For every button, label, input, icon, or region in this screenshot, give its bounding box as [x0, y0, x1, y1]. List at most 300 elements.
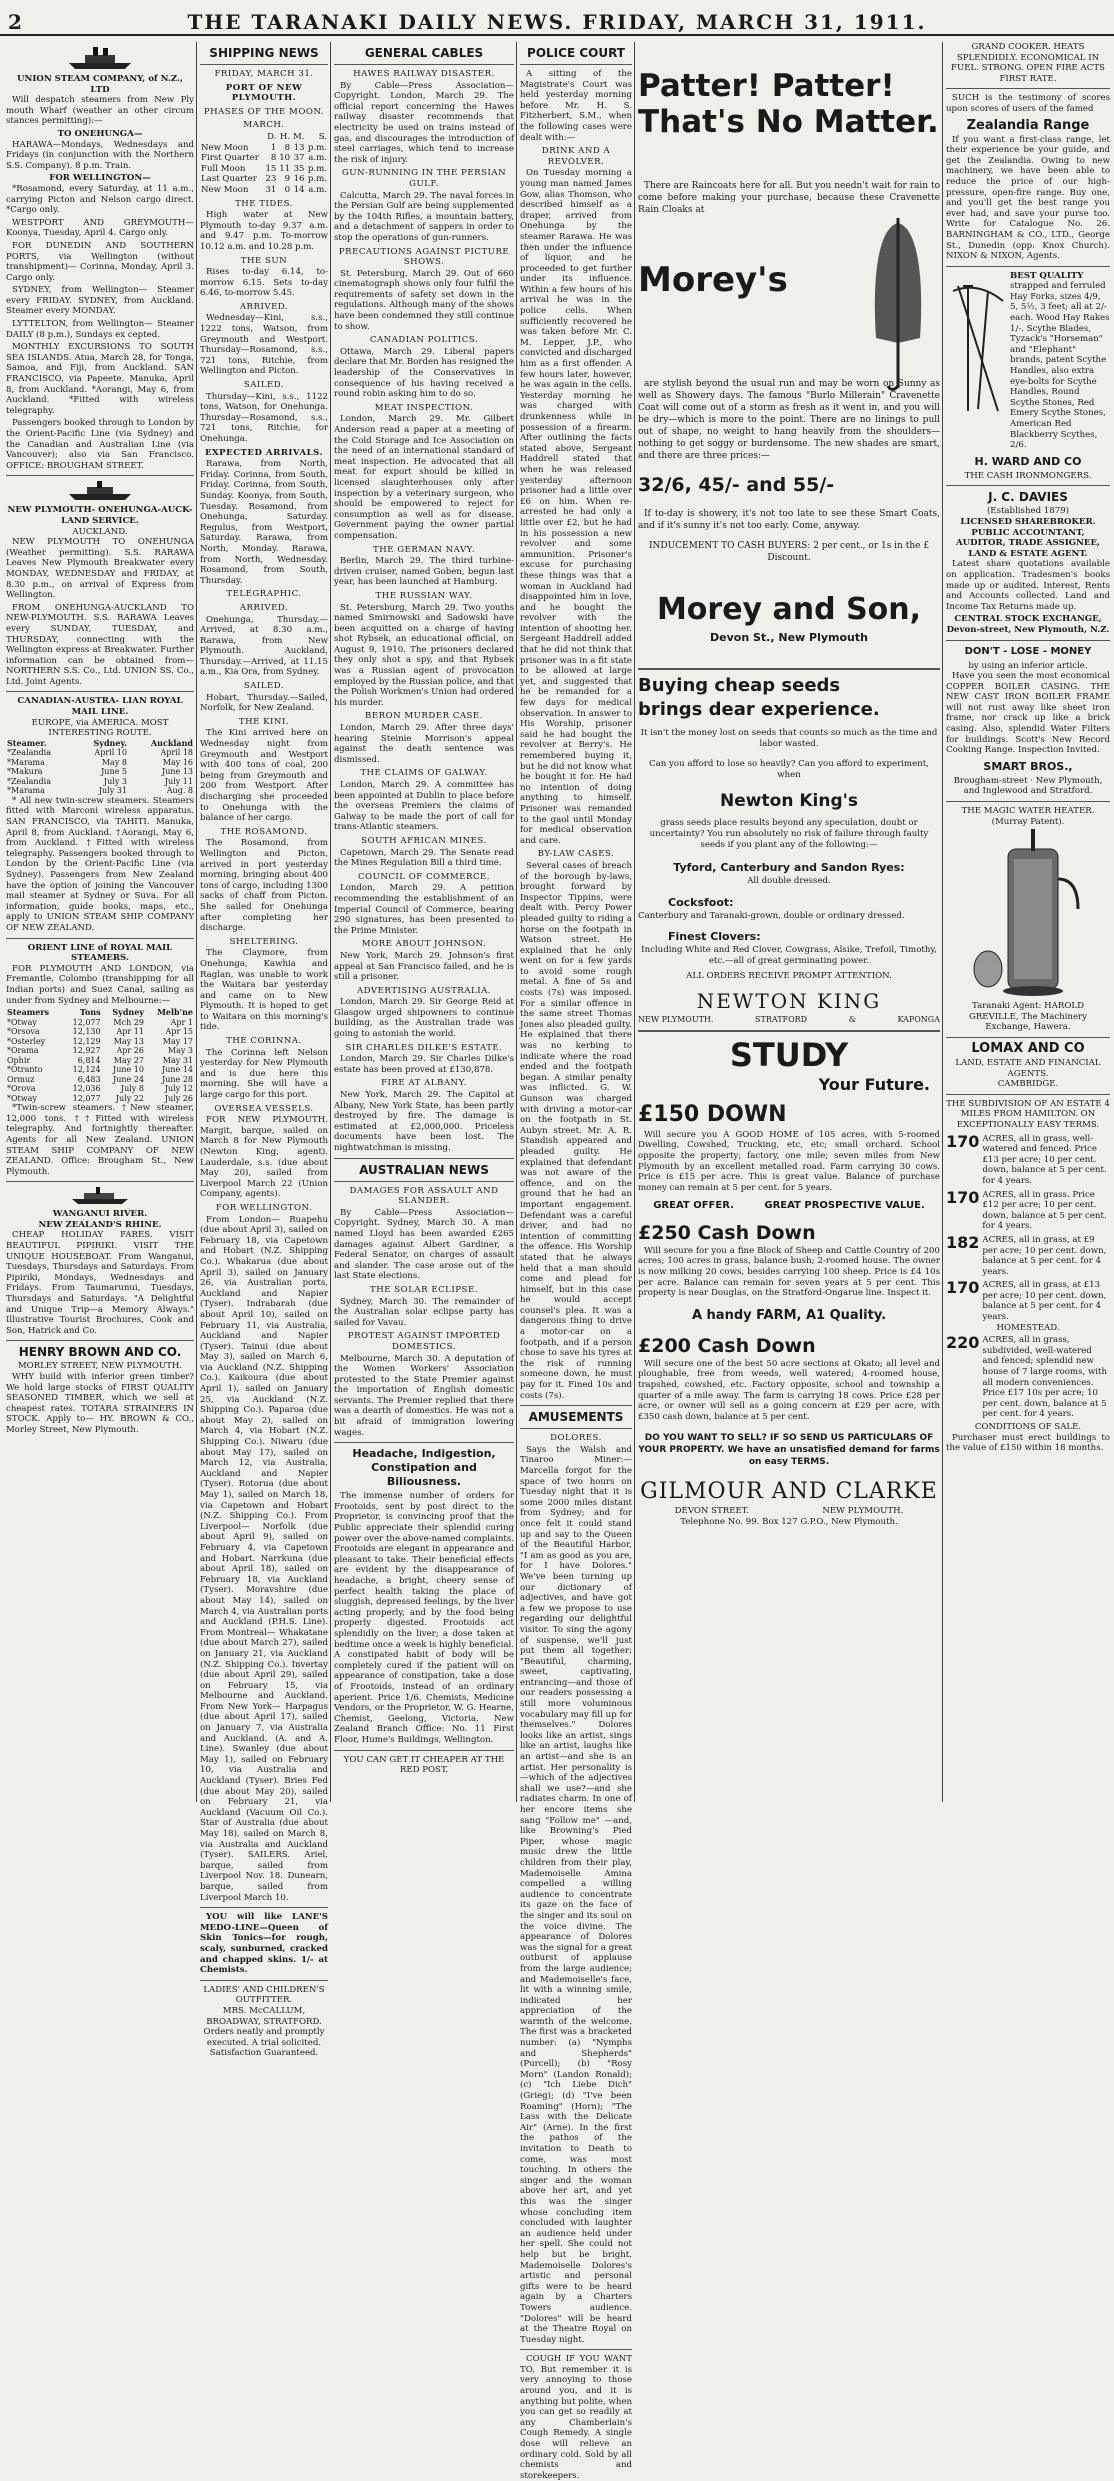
raincoat-text: There are Raincoats here for all. But you needn't wait for rain to come before making your purchase, because these Cravenette Rain Cloaks at — [638, 181, 940, 215]
davies-text: LICENSED SHAREBROKER. PUBLIC ACCOUNTANT, AUDITOR, TRADE ASSIGNEE, LAND & ESTATE AGENT. — [955, 516, 1101, 559]
schedule-row — [6, 786, 194, 796]
buying-headline: Buying cheap seeds — [638, 675, 841, 696]
sailed2-heading: SAILED. — [243, 681, 285, 692]
overseas-text: FOR NEW PLYMOUTH. Margit, barque, sailed on March 8 for New Plymouth (Newton King, agent). Lauderdale, s.s. (due about May 20), sailed from Liverpool March 22 (Union Company, agents). — [200, 1115, 328, 1200]
adv-heading: ADVERTISING AUSTRALIA. — [356, 985, 492, 996]
expected-text: Rarawa, from North, Friday. Corinna, from South, Friday. Corinna, from South, Sunday. Koonya, from South, Tuesday. Rosamond, from Onehunga, Saturday. Regulus, from Westport, Saturday. Rarawa, from North, Monday. Rarawa, from North, Wednesday. Rosamond, from South, Thursday. — [200, 459, 328, 586]
divider — [334, 1442, 514, 1443]
schedule-cell: May 8 — [101, 757, 127, 767]
water-heater-illustration — [968, 829, 1088, 999]
moon-phase-cell: p.m. — [307, 142, 327, 153]
pictures-text: St. Petersburg, March 29. Out of 660 cinematograph shows only four fulfil the requirements of safety set down in the regulations. Although many of the shows have been condemned they still continue to show. — [334, 268, 514, 332]
moreys-text: are stylish beyond the usual run and may be worn on Sunny as well as Showery days. The famous "Burlo Millerain" Cravenette Coat will come out of a storm as fresh as it went in, and you will be dry—which is more to the point. There are no linings to pull out of shape, no weight to hang heavily from the shoulders—nothing to get soggy or burdensome. The new shades are smart, and there are three prices:— — [638, 379, 940, 461]
scythe-and-forks-icon — [948, 281, 1008, 416]
drink-heading: DRINK AND A REVOLVER. — [541, 146, 611, 167]
ladies-heading: LADIES' AND CHILDREN'S OUTFITTER. — [203, 1984, 325, 2006]
galway-text: London, March 29. A committee has been appointed at Dublin to place before the overseas Premiers the claims of Galway to be made the port of call for trans-Atlantic steamers. — [334, 780, 514, 833]
newton-kings-headline: Newton King's — [720, 791, 858, 812]
water-heater-heading: THE MAGIC WATER HEATER. — [961, 806, 1095, 817]
newton-king-towns — [638, 1015, 940, 1026]
expected-heading: EXPECTED ARRIVALS. — [204, 447, 324, 458]
schedule-cell: May 16 — [162, 757, 193, 767]
schedule-cell: July 8 — [120, 1084, 144, 1094]
dear-experience-headline: brings dear experience. — [638, 699, 880, 720]
eclipse-heading: THE SOLAR ECLIPSE. — [370, 1284, 478, 1295]
gilmour-street: DEVON STREET. — [674, 1506, 750, 1517]
coat-prices: 32/6, 45/- and 55/- — [638, 474, 835, 496]
moon-month: MARCH. — [243, 120, 285, 131]
beron-text: London, March 29. After three days' hearing Steinie Morrison's appeal against the death sentence was dismissed. — [334, 723, 514, 765]
red-post-ad: YOU CAN GET IT CHEAPER AT THE RED POST. — [343, 1754, 505, 1776]
ryes-heading: Tyford, Canterbury and Sandon Ryes: — [673, 861, 905, 875]
schedule-cell: April 18 — [160, 748, 193, 758]
tides-heading: THE TIDES. — [235, 198, 293, 209]
umbrella-icon — [868, 218, 928, 393]
grand-cooker-text: GRAND COOKER. HEATS SPLENDIDLY. ECONOMICAL IN FUEL. STRONG. OPEN FIRE ACTS FIRST RATE. — [951, 42, 1105, 84]
divider — [946, 266, 1110, 267]
moon-phase-cell: 11 — [279, 163, 291, 174]
zealandia-headline: Zealandia Range — [966, 117, 1090, 133]
moon-phase-cell: Full Moon — [201, 163, 246, 174]
moon-phase-cell: a.m. — [308, 153, 327, 164]
port-heading: PORT OF NEW PLYMOUTH. — [225, 82, 303, 104]
schedule-cell: Sydney. — [93, 737, 127, 748]
moon-phase-cell: p.m. — [307, 163, 327, 174]
moon-phase-cell: 0 — [284, 184, 291, 195]
no-matter-headline: That's No Matter. — [638, 104, 939, 140]
schedule-cell: June 24 — [113, 1074, 144, 1084]
davies-established: (Established 1879) — [986, 506, 1070, 517]
beron-heading: BERON MURDER CASE. — [365, 711, 483, 722]
islands-text: MONTHLY EXCURSIONS TO SOUTH SEA ISLANDS. Atua, March 28, for Tonga, Samoa, and Fiji, from Auckland. SAN FRANCISCO, via Papeete. Manuka, April 8, from Auckland. *Aorangi, May 6, from Auckland. *Fitted with wireless telegraphy. — [6, 342, 194, 416]
schedule-cell: July 26 — [164, 1093, 193, 1103]
booked-text: Passengers booked through to London by the Orient-Pacific Line (via Sydney) and the Canadian and Australian Line (via Vancouver); also via San Francisco. OFFICE: BROUGHAM STREET. — [6, 418, 194, 471]
schedule-cell: *Otway — [7, 1017, 37, 1027]
gilmour-telephone: Telephone No. 99. Box 127 G.P.O., New Plymouth. — [680, 1517, 898, 1527]
schedule-cell: July 22 — [115, 1093, 144, 1103]
ladies-text: MRS. McCALLUM, BROADWAY, STRATFORD. Orders neatly and promptly executed. A trial solicited. Satisfaction Guaranteed. — [203, 2005, 325, 2059]
police-court-heading: POLICE COURT — [527, 46, 625, 60]
moon-phase-cell: 8 — [270, 153, 277, 164]
lot-description: ACRES, all in grass. Price £12 per acre; 10 per cent. down, balance at 5 per cent. for 4 years. — [982, 1189, 1107, 1232]
sailed-text: Thursday—Kini, s.s., 1122 tons, Watson, for Onehunga. Thursday—Rosamond, s.s., 721 tons, Ritchie, for Onehunga. — [200, 391, 328, 444]
orient-text: FOR PLYMOUTH AND LONDON, via Fremantle, Colombo (transhipping for all Indian ports) and Suez Canal, sailing as under from Sydney and Melbourne:— — [6, 963, 194, 1006]
moon-phase-cell: 15 — [265, 163, 277, 174]
moon-phase-cell: 8 — [284, 142, 291, 153]
schedule-cell: *Orova — [7, 1084, 36, 1094]
divider — [6, 1340, 194, 1341]
column-rule — [942, 42, 943, 1802]
schedule-cell: *Zealandia — [7, 748, 51, 758]
schedule-cell: July 11 — [164, 776, 193, 786]
arrived-heading: ARRIVED. — [239, 301, 289, 312]
great-offer: GREAT OFFER. — [653, 1200, 734, 1212]
seeds-text: It isn't the money lost on seeds that counts so much as the time and labor wasted. — [640, 728, 938, 749]
arrived2-heading: ARRIVED. — [239, 602, 289, 613]
schedule-cell: May 27 — [113, 1055, 144, 1065]
albany-heading: FIRE AT ALBANY. — [381, 1078, 467, 1089]
steamship-icon — [65, 45, 135, 71]
town-new-plymouth: NEW PLYMOUTH. — [638, 1015, 714, 1025]
schedule-row — [6, 777, 194, 787]
pictures-heading: PRECAUTIONS AGAINST PICTURE SHOWS. — [338, 246, 510, 268]
schedule-row — [6, 767, 194, 777]
cocksfoot-heading: Cocksfoot: — [668, 895, 734, 909]
newspaper-title: THE TARANAKI DAILY NEWS. FRIDAY, MARCH 31, 1911. — [187, 10, 927, 34]
drink-text: On Tuesday morning a young man named James Gow, alias Thomson, who described himself as a draper, arrived from Onehunga by the steamer Rarawa. He was then under the influence of liquor, and he proceeded to get further under its influence. Within a few hours of his arrival he was in the police cells. When sufficiently recovered he was taken before Mr. C. M. Lepper, J.P., who convicted and discharged him as a first offender. A few hours later, however, he was again in the cells. Yesterday morning he was charged with drunkenness while in possession of a firearm. After outlining the facts stated above, Sergeant Haddrell stated that when he was released yesterday afternoon prisoner had a little over £6 on him. When re-arrested he had only a little over £2, but he had in his possession a new revolver and some ammunition. Prisoner's excuse for purchasing these things was that a woman in Auckland had disappointed him in love, and he bought the revolver with the intention of shooting her. Sergeant Haddrell added that he did not think that prisoner was in a fit state to be allowed at large yet, and suggested that he be remanded for a few days for medical observation. In answer to His Worship, prisoner said he had bought the revolver at Berry's. He remembered buying it, but he did not know what he bought it for. He had no intention of doing anything to himself. Prisoner was remanded to the gaol until Monday for medical observation and care. — [520, 168, 632, 846]
telegraphic-heading: TELEGRAPHIC. — [226, 589, 302, 600]
sailed-heading: SAILED. — [243, 380, 285, 391]
schedule-cell: Mch 29 — [113, 1017, 144, 1027]
lot-acres: 182 — [946, 1232, 980, 1252]
moon-phase-row — [200, 153, 328, 164]
divider — [946, 1037, 1110, 1038]
nzs-text: NEW PLYMOUTH TO ONEHUNGA (Weather permitting). S.S. RARAWA Leaves New Plymouth Breakwater every MONDAY, WEDNESDAY and FRIDAY, at 8.30 p.m., on arrival of Express from Wellington. — [6, 537, 194, 601]
rosamond-text: The Rosamond, from Wellington and Picton, arrived in port yesterday morning, bringing about 400 tons of cargo, including 1300 sacks of chaff from Picton. She sailed for Onehunga after completing her discharge. — [200, 838, 328, 934]
schedule-cell: 12,130 — [72, 1027, 101, 1037]
dont-lose-money-sub: by using an inferior article. — [968, 660, 1088, 671]
australian-news-heading: AUSTRALIAN NEWS — [359, 1162, 489, 1177]
rhine-text: CHEAP HOLIDAY FARES. VISIT BEAUTIFUL PIPIRIKI. VISIT THE UNIQUE HOUSEBOAT. From Wanganui, Tuesdays, Thursdays and Saturdays. From Pipiriki, Mondays, Wednesdays and Fridays. From Taumarunui, Tuesdays, Thursdays and Saturdays. "A Delightful and Unique Trip—a Memory Always." Illustrative Tourist Brochures, Cook and Son, Hatrick and Co. — [6, 1230, 194, 1336]
nzs-text-2: FROM ONEHUNGA-AUCKLAND TO NEW-PLYMOUTH. S.S. RARAWA Leaves every SUNDAY, TUESDAY, and THURSDAY, connecting with the Wellington express at Breakwater. Further information can be obtained from— NORTHERN S.S. Co., Ltd. UNION SS. Co., Ltd. Joint Agents. — [6, 602, 194, 687]
divider — [520, 1405, 632, 1406]
ward-headline: H. WARD AND CO — [974, 454, 1082, 468]
rosamond-heading: THE ROSAMOND. — [220, 826, 308, 837]
schedule-cell: *Osterley — [7, 1036, 46, 1046]
lot-acres: 170 — [946, 1278, 980, 1298]
down150-text: Will secure you A GOOD HOME of 105 acres, with 5-roomed Dwelling, Cowshed, Trucking, etc, etc; small orchard. School opposite the property; factory, one mile; seven miles from New Plymouth by an excellent metalled road. Farm carrying 30 cows. Price is £15 per acre. This is great value. Balance of purchase money can remain at 5 per cent. for 5 years. — [638, 1129, 940, 1193]
schedule-row — [6, 1037, 194, 1047]
schedule-cell: 12,077 — [72, 1017, 101, 1027]
assault-heading: DAMAGES FOR ASSAULT AND SLANDER. — [349, 1185, 499, 1207]
schedule-cell: 12,927 — [72, 1046, 101, 1056]
sheltering-heading: SHELTERING. — [229, 936, 299, 947]
commerce-text: London, March 29. A petition recommending the establishment of an Imperial Council of Commerce, bearing 290 signatures, has been presented to the Prime Minister. — [334, 883, 514, 936]
schedule-cell: May 3 — [167, 1046, 193, 1056]
davies-text-2: Latest share quotations available on application. Tradesmen's books made up or audited. Interest, Rents and Accounts collected. Land and Income Tax Returns made up. — [946, 559, 1110, 612]
schedule-row — [6, 758, 194, 768]
divider — [946, 485, 1110, 486]
moon-phase-cell: 13 — [293, 142, 305, 153]
tides-text: High water at New Plymouth to-day 9.37 a.m. and 9.47 p.m. To-morrow 10.12 a.m. and 10.28 p.m. — [200, 210, 328, 252]
schedule-cell: Steamer. — [7, 737, 47, 748]
moon-phase-cell: 35 — [293, 163, 305, 174]
schedule-cell: Ormuz — [7, 1074, 35, 1084]
schedule-header-row — [6, 1008, 194, 1018]
column-shipping-news — [200, 42, 328, 2059]
schedule-cell: Steamers — [7, 1007, 50, 1018]
schedule-cell: June 5 — [101, 767, 127, 777]
frootoids-text: The immense number of orders for Frootoids, sent by post direct to the Proprietor, is convincing proof that the Public appreciate their splendid curing power over the above-named complaints. Frootoids are elegant in appearance and pleasant to take. Their beneficial effects are evident by the disappearance of headache, a bright, cheery sense of perfect health taking the place of sluggish, depressed feelings, by the liver acting properly, and by the food being properly digested. Frootoids act splendidly on the liver; a dose taken at bedtime once a week is highly beneficial. A constipated habit of body will be completely cured if the patient will on appearance of constipation, take a dose of Frootoids, instead of an ordinary aperient. Price 1/6. Chemists, Medicine Vendors, or the Proprietor, W. G. Hearne, Chemist, Geelong, Victoria. New Zealand Branch Office: No. 11 First Floor, Hume's Buildings, Wellington. — [334, 1491, 514, 1745]
moon-phase-table — [200, 132, 328, 196]
dilke-heading: SIR CHARLES DILKE'S ESTATE. — [345, 1042, 503, 1053]
ward-sub: THE CASH IRONMONGERS. — [964, 470, 1092, 481]
hawes-heading: HAWES RAILWAY DISASTER. — [353, 69, 495, 79]
canadian-politics-text: Ottawa, March 29. Liberal papers declare that Mr. Borden has resigned the leadership of the Conservatives in consequence of his having received a round robin asking him to do so. — [334, 346, 514, 400]
canadian-heading: CANADIAN-AUSTRA- LIAN ROYAL MAIL LINE. — [17, 696, 183, 718]
divider — [334, 1181, 514, 1182]
schedule-header-row — [6, 739, 194, 749]
bylaw-text: Several cases of breach of the borough by-laws, brought forward by Inspector Tippins, were dealt with. Percy Power pleaded guilty to riding a horse on the footpath in Watson street. He explained that he only went on for a few yards to avoid some rough metal. A fine of 5s and costs (7s) was imposed. For a similar offence in the same street Thomas Jones also pleaded guilty. He explained that there was no kerbing to indicate where the road ended and the footpath began. A similar penalty was inflicted. G. W. Gunson was charged with driving a motor-car on the footpath in St. Aubyn street. Mr. A. R. Standish appeared and pleaded guilty. He explained that defendant was not aware of the offence, and on the ground that he had an important engagement. Defendant was a careful driver, and had no intention of committing the offence. His Worship stated that he always held that a man should come and plead for himself, but in this case he would accept counsel's plea. It was a dangerous thing to drive a motor-car on a footpath, and if a person chose to save his tyres at the risk of running someone down, he must pay for it. Fined 10s and costs (7s). — [520, 860, 632, 1401]
moon-phase-row — [200, 185, 328, 196]
henry-address: MORLEY STREET, NEW PLYMOUTH. — [17, 1361, 183, 1372]
conditions-text: Purchaser must erect buildings to the value of £150 within 18 months. — [946, 1432, 1110, 1454]
russian-heading: THE RUSSIAN WAY. — [375, 590, 473, 601]
schedule-cell: June 13 — [162, 767, 193, 777]
patter-headline: Patter! Patter! — [638, 68, 895, 104]
moon-phase-cell: Last Quarter — [201, 174, 257, 185]
kini-heading: THE KINI. — [238, 716, 290, 727]
schedule-cell: *Marama — [7, 757, 45, 767]
arrived-text: Wednesday—Kini, s.s., 1222 tons, Watson, from Greymouth and Westport. Thursday—Rosamond, s.s., 721 tons, Ritchie, from Wellington and Picton. — [200, 313, 328, 377]
schedule-cell: 6,814 — [77, 1055, 101, 1065]
davies-address: CENTRAL STOCK EXCHANGE, Devon-street, New Plymouth, N.Z. — [946, 614, 1110, 635]
divider — [200, 1980, 328, 1981]
moon-phase-cell: 9 — [284, 174, 291, 185]
lomax-lot — [946, 1280, 1110, 1322]
homestead-heading: HOMESTEAD. — [996, 1322, 1060, 1333]
galway-heading: THE CLAIMS OF GALWAY. — [360, 768, 488, 779]
schedule-row — [6, 1018, 194, 1028]
schedule-cell: 12,036 — [72, 1084, 101, 1094]
sheltering-text: The Claymore, from Onehunga, Kawhia and Raglan, was unable to work the Waitara bar yesterday and came on to New Plymouth. It is hoped to get to Waitara on this morning's tide. — [200, 948, 328, 1033]
gilmour-town: NEW PLYMOUTH. — [822, 1506, 904, 1517]
divider — [6, 1181, 194, 1182]
moon-phase-cell: New Moon — [201, 184, 249, 195]
moon-phase-row — [200, 143, 328, 154]
conditions-heading: CONDITIONS OF SALE. — [974, 1422, 1082, 1432]
onehunga-text: HARAWA—Mondays, Wednesdays and Fridays (in conjunction with the Northern S.S. Company). 8 p.m. Train. — [6, 139, 194, 171]
moon-phase-cell: 14 — [293, 184, 305, 195]
schedule-cell: 12,129 — [72, 1036, 101, 1046]
meat-text: London, March 29. Mr. Gilbert Anderson read a paper at a meeting of the Cold Storage and Ice Association on the need of an international standard of meat inspection. He advocated that all meat for export should be killed in licensed slaughterhouses only after inspection by a veterinary surgeon, who should be empowered to reject for consumption as well as for disease. Government paying the owner partial compensation. — [334, 414, 514, 541]
schedule-row — [6, 1094, 194, 1104]
divider — [6, 691, 194, 692]
lot-acres: 170 — [946, 1187, 980, 1207]
gilmour-address-row — [638, 1506, 940, 1517]
divider — [334, 1750, 514, 1751]
davies-headline: J. C. DAVIES — [988, 490, 1068, 505]
assault-text: By Cable—Press Association—Copyright. Sydney, March 30. A man named Lloyd has been awarded £265 damages against Albert Gardiner, a Federal Senator, on charges of assault and slander. The case arose out of the last State elections. — [334, 1207, 514, 1282]
moon-phase-row — [200, 174, 328, 185]
lane-ad: YOU will like LANE'S MEDO-LINE—Queen of Skin Tonics—for rough, scaly, sunburned, cracked and chapped skins. 1/- at Chemists. — [200, 1912, 328, 1976]
canadian-politics-heading: CANADIAN POLITICS. — [369, 335, 479, 346]
arrived2-text: Onehunga, Thursday.—Arrived, at 8.30 a.m., Rarawa, from New Plymouth. Auckland, Thursday.—Arrived, at 11.15 a.m., Kia Ora, from Sydney. — [200, 614, 328, 678]
schedule-cell: Auckland — [150, 737, 193, 748]
schedule-cell: May 17 — [162, 1036, 193, 1046]
ryes-sub: All double dressed. — [747, 876, 831, 887]
commerce-heading: COUNCIL OF COMMERCE. — [357, 871, 491, 882]
schedule-cell: June 10 — [113, 1065, 144, 1075]
johnson-heading: MORE ABOUT JOHNSON. — [361, 939, 487, 950]
schedule-cell: Apr 15 — [165, 1027, 193, 1037]
moon-phase-cell: New Moon — [201, 142, 249, 153]
wanganui-heading: WANGANUI RIVER. — [52, 1209, 148, 1220]
wellington-vessels-text: From London— Ruapehu (due about April 3), sailed on February 18, via Capetown and Hobart (N.Z. Shipping Co.). Whakarua (due about April 3), sailed on January 26, via Australian ports, Auckland and Napier (Tyser). Indrabarah (due about April 10), sailed on February 11, via Australia, Auckland and Napier (Tyser). Tainui (due about May 3), sailed on March 6, via Auckland (N.Z. Shipping Co.). Kaikoura (due about April 1), sailed on January 25, via Auckland (N.Z. Shipping Co.). Paparoa (due about May 2), sailed on March 4, via Hobart (N.Z. Shipping Co.). Niwaru (due about May 17), sailed on March 12, via Australia, Auckland and Napier (Tyser). Rotorua (due about May 1), sailed on March 18, via Capetown and Hobart (N.Z. Shipping Co.). From Liverpool— Norfolk (due about April 9), sailed on February 4, via Capetown and Hobart. Narrkuna (due about April 18), sailed on February 18, via Auckland (Tyser). Moravshire (due about May 14), sailed on March 4, via Australian ports and Auckland (P.H.S. Line). From Montreal— Whakatane (due about March 27), sailed on January 21, via Auckland (N.Z. Shipping Co.). Invertay (due about April 29), sailed on February 15, via Melbourne and Auckland. From New York— Harpagus (due about April 17), sailed on January 7, via Australia and Auckland. (A. and A. Line). Swanley (due about May 1), sailed on February 10, via Australia and Auckland (Tyser). Bries Fed (due about May 20), sailed on February 21, via Auckland (Vacuum Oil Co.). Star of Australia (due about May 18), sailed on March 8, via Australia and Auckland (Tyser). SAILERS. Ariel, barque, sailed from Liverpool Nov. 18. Dunearn, barque, sailed from Liverpool March 10. — [200, 1214, 328, 1903]
afford-text: Can you afford to lose so heavily? Can you afford to experiment, when — [649, 759, 929, 780]
divider — [334, 64, 514, 65]
sailed2-text: Hobart, Thursday.—Sailed, Norfolk, for New Zealand. — [200, 692, 328, 714]
bylaw-heading: BY-LAW CASES. — [537, 849, 615, 860]
russian-text: St. Petersburg, March 29. Two youths named Smirnowski and Sadowski have been acquitted on a charge of having shot Rybsek, an educational official, on August 9, 1910. The prisoners declared they only shot a spy, and that Rybsek was a Russian agent of provocation employed by the Russian police, and that the Polish Workmen's Union had ordered his murder. — [334, 602, 514, 708]
sa-text: Capetown, March 29. The Senate read the Mines Regulation Bill a third time. — [334, 847, 514, 869]
frootoids-heading: Headache, Indigestion, Constipation and Biliousness. — [352, 1447, 496, 1489]
moon-phase-cell: 31 — [265, 184, 277, 195]
lot-220 — [946, 1335, 1110, 1420]
moon-phase-cell: First Quarter — [201, 153, 259, 164]
schedule-cell: 12,124 — [72, 1065, 101, 1075]
corinna-text: The Corinna left Nelson yesterday for New Plymouth and is due here this morning. She will have a large cargo for this port. — [200, 1047, 328, 1101]
schedule-cell: Aug. 8 — [166, 786, 193, 796]
lot-acres: 170 — [946, 1131, 980, 1151]
moon-phase-cell: 23 — [265, 174, 277, 185]
town-ampersand: & — [848, 1015, 856, 1025]
steamship-icon — [65, 480, 135, 502]
lomax-sub: LAND, ESTATE AND FINANCIAL AGENTS. — [955, 1058, 1101, 1079]
sun-heading: THE SUN — [240, 255, 288, 266]
schedule-row — [6, 1046, 194, 1056]
moon-column-header: M. — [292, 131, 305, 142]
domestics-heading: PROTEST AGAINST IMPORTED DOMESTICS. — [347, 1331, 501, 1352]
schedule-cell: May 31 — [162, 1055, 193, 1065]
schedule-cell: July 31 — [98, 786, 127, 796]
newton-text: grass seeds place results beyond any speculation, doubt or uncertainty? You run absolutely no risk of failure through faulty seeds if you plant any of the following:— — [649, 818, 929, 850]
column-rule — [516, 42, 517, 1802]
meat-heading: MEAT INSPECTION. — [374, 402, 474, 413]
column-rule — [634, 42, 635, 1802]
canadian-note: * All new twin-screw steamers. Steamers fitted with Marconi wireless apparatus. SAN FRANCISCO, via TAHITI. Manuka, April 8, from Auckland. †Aorangi, May 6, from Auckland. †Fitted with wireless telegraphy. Passengers booked through to London by the Orient-Pacific Line (via Sydney). Passengers from New Zealand have the option of joining the Vancouver mail steamer at Sydney or Suva. For all information, guide books, maps, etc., apply to UNION STEAM SHIP COMPANY OF NEW ZEALAND. — [6, 795, 194, 933]
lomax-lot — [946, 1232, 1110, 1277]
schedule-cell: *Makura — [7, 767, 43, 777]
handy-farm-headline: A handy FARM, A1 Quality. — [691, 1307, 887, 1323]
lomax-lot-list — [946, 1131, 1110, 1323]
divider — [946, 801, 1110, 802]
lot-description: ACRES, all in grass, well-watered and fenced. Price £13 per acre; 10 per cent. down, balance at 5 per cent. for 4 years. — [982, 1133, 1107, 1186]
kini-text: The Kini arrived here on Wednesday night from Greymouth and Westport with 400 tons of coal, 200 being from Greymouth and 200 from Westport. After discharging she proceeded to Onehunga with the balance of her cargo. — [200, 728, 328, 824]
nzs-heading: NEW PLYMOUTH- ONEHUNGA-AUCK- LAND SERVICE. — [7, 505, 193, 526]
smart-address: Brougham-street · New Plymouth, and Inglewood and Stratford. — [953, 775, 1103, 797]
gilmour-headline: GILMOUR AND CLARKE — [640, 1479, 938, 1505]
schedule-row — [6, 1065, 194, 1075]
divider — [200, 64, 328, 65]
clovers-sub: Including White and Red Clover, Cowgrass, Alsike, Trefoil, Timothy, etc.—all of great germinating power. — [641, 945, 937, 966]
divider — [520, 64, 632, 65]
schedule-cell: 6,483 — [77, 1074, 101, 1084]
schedule-row — [6, 1084, 194, 1094]
such-text: SUCH is the testimony of scores upon scores of users of the famed — [946, 93, 1110, 114]
clovers-heading: Finest Clovers: — [668, 930, 761, 944]
lyttelton-text: LYTTELTON, from Wellington— Steamer DAILY (8 p.m.), Sundays ex cepted. — [6, 319, 194, 340]
navy-text: Berlin, March 29. The third turbine-driven cruiser, named Goben, begun last year, has been launched at Hamburg. — [334, 556, 514, 588]
lot-description: ACRES, all in grass, at £9 per acre; 10 per cent. down, balance at 5 per cent. for 4 years. — [982, 1234, 1107, 1277]
divider — [946, 640, 1110, 641]
column-rule — [330, 42, 331, 1802]
column-police-court — [520, 42, 632, 2481]
heater-agent: Taranaki Agent: HAROLD GREVILLE, The Machinery Exchange, Hawera. — [968, 1001, 1088, 1033]
moon-column-header: H. — [279, 131, 291, 142]
sydney-text: SYDNEY, from Wellington— Steamer every FRIDAY. SYDNEY, from Auckland. Steamer every MONDAY. — [6, 285, 194, 317]
down250-headline: £250 Cash Down — [638, 1221, 816, 1244]
schedule-cell: *Otranto — [7, 1065, 43, 1075]
down200-headline: £200 Cash Down — [638, 1334, 816, 1357]
henry-text: WHY build with inferior green timber? We hold large stocks of FIRST QUALITY SEASONED TIMBER, which we sell at cheapest rates. TOTARA STRAINERS IN STOCK. Apply to— HY. BROWN & CO., Morley Street, New Plymouth. — [6, 1372, 194, 1435]
lomax-headline: LOMAX AND CO — [971, 1041, 1085, 1056]
cough-ad: COUGH IF YOU WANT TO. But remember it is very annoying to those around you, and it is anything but polite, when you can get so readily at any Chamberlain's Cough Remedy. A single dose will relieve an ordinary cold. Sold by all chemists and storekeepers. — [520, 2354, 632, 2481]
divider — [520, 1428, 632, 1429]
schedule-cell: 12,077 — [72, 1093, 101, 1103]
down250-text: Will secure for you a fine Block of Sheep and Cattle Country of 200 acres; 100 acres in grass, balance bush; 2-roomed house. The owner is now milking 20 cows, besides carrying 100 sheep. Price is £4 10s per acre. Balance can remain for seven years at 5 per cent. This property is near Douglas, on the Stratford-Ongarue line. Inspect it. — [638, 1245, 940, 1299]
overseas-heading: OVERSEA VESSELS. — [214, 1103, 314, 1114]
lot-220-text: ACRES, all in grass, subdivided, well-watered and fenced; splendid new house of 7 large rooms, with all modern conveniences. Price £17 10s per acre; 10 per cent. down, balance at 5 per cent. for 4 years. — [982, 1335, 1108, 1420]
schedule-cell: Apr 1 — [170, 1017, 193, 1027]
dolores-text: Says the Walsh and Tinaroo Miner:—Marcella forgot for the space of two hours on Tuesday night that it is some 2000 miles distant from Sydney; and for once felt it could stand up and say to the Queen of the Beautiful Harbor, "I am as good as you are, for I have Dolores." We've been turning up our dictionary of adjectives, and have got a few we propose to use regarding our delightful visitor. To sing the agony of suspense, we'll just put them all together: "Beautiful, charming, sweet, captivating, entrancing—and those of our readers possessing a still more voluminous vocabulary may fill up for themselves." Dolores looks like an artist, sings like an artist, laughs like an artist—and she is an artist. Her personality is—which of the adjectives shall we use?—and she radiates charm. In one of her encore items she sang "Follow me" —and, like Browning's Pied Piper, whose magic music drew the little children from their play, Mademoiselle Amina compelled a willing audience to concentrate its gaze on the face of the singer and its soul on the voice divine. The appearance of Dolores was the signal for a great outburst of applause from the large audience; and Mademoiselle's face, lit with a winning smile, indicated her appreciation of the warmth of the welcome. The first was a bracketed number: (a) "Nymphs and Shepherds" (Purcell); (b) "Rosy Morn" (Landon Ronald); (c) "Ich Liebe Dich" (Grieg); (d) "I've been Roaming" (Horn); "The Lass with the Delicate Air" (Arne). In the first the pathos of the invitation to Death to come, was most touching. In others the singer and the woman above her art, and yet this was the singer whose concluding item concluded with laughter an audience held under her spell. She could not help but be bright. Mademoiselle Dolores's artistic and personal gifts were to be heard again by a Charters Towers audience. "Dolores" will be heard at the Theatre Royal on Tuesday night. — [520, 1444, 632, 2345]
schedule-row — [6, 1056, 194, 1066]
schedule-cell: Melb'ne — [157, 1007, 193, 1018]
water-heater-sub: (Murray Patent). — [991, 816, 1065, 827]
orient-note: *Twin-screw steamers. †New steamer, 12,000 tons. ††Fitted with wireless telegraphy. And fortnightly thereafter. Agents for all New Zealand. UNION STEAM SHIP COMPANY OF NEW ZEALAND. Office: Brougham St., New Plymouth. — [6, 1103, 194, 1177]
general-cables-heading: GENERAL CABLES — [364, 46, 484, 60]
moon-phase-cell: 37 — [293, 153, 305, 164]
lot-description: ACRES, all in grass, at £13 per acre; 10 per cent. down, balance at 5 per cent. for 4 years. — [982, 1280, 1107, 1323]
divider — [638, 668, 940, 670]
masthead — [0, 6, 1114, 36]
dolores-heading: DOLORES. — [550, 1433, 602, 1444]
union-intro: Will despatch steamers from New Ply mouth Wharf (weather an other circum stances permitting):— — [6, 95, 194, 127]
canadian-text: EUROPE, via AMERICA. MOST INTERESTING ROUTE. — [31, 717, 169, 739]
hawes-text: By Cable—Press Association—Copyright. London, March 29. The official report concerning the Hawes railway disaster recommends that electricity be used on trains instead of gas, and discourages the introduction of steel carriages, which tend to increase the risk of injury. — [334, 80, 514, 165]
domestics-text: Melbourne, March 30. A deputation of the Women Workers' Association protested to the State Premier against the importation of English domestic servants. The Premier replied that there was a dearth of domestics. He was not a bit afraid of immigration lowering wages. — [334, 1353, 514, 1438]
dont-lose-money-headline: DON'T - LOSE - MONEY — [964, 645, 1092, 657]
wellington-text: *Rosamond, every Saturday, at 11 a.m., carrying Picton and Nelson cargo direct. *Cargo only. — [6, 183, 194, 216]
albany-text: New York, March 29. The Capitol at Albany, New York State, has been partly destroyed by fire. The damage is estimated at £2,000,000. Priceless documents have been lost. The nightwatchman is missing. — [334, 1090, 514, 1153]
wellington-heading: FOR WELLINGTON— — [49, 173, 151, 184]
divider — [638, 1030, 940, 1032]
boiler-text: Have you seen the most economical COPPER BOILER CASING. THE NEW CAST IRON BOILER FRAME will not rust away like sheet iron frame, nor crack up like a brick casing. Also, splendid Water Filters for buildings. Scott's New Record Cooking Range. Inspection Invited. — [946, 671, 1110, 756]
rhine-heading: NEW ZEALAND'S RHINE. — [38, 1219, 162, 1230]
shipping-news-heading: SHIPPING NEWS — [209, 46, 319, 60]
westport-text: WESTPORT AND GREYMOUTH— Koonya, Tuesday, April 4. Cargo only. — [6, 217, 194, 239]
divider — [6, 475, 194, 476]
great-value: GREAT PROSPECTIVE VALUE. — [764, 1200, 925, 1212]
schedule-cell: *Orama — [7, 1046, 39, 1056]
lot-220-acres: 220 — [946, 1333, 980, 1353]
schedule-cell: Apr 11 — [116, 1027, 144, 1037]
orient-heading: ORIENT LINE of ROYAL MAIL STEAMERS. — [27, 942, 173, 964]
newton-king-headline: NEWTON KING — [696, 989, 882, 1014]
column-rule — [196, 42, 197, 1802]
schedule-cell: Tons — [79, 1007, 101, 1018]
zealandia-text: If you want a first-class range, let their experience be your guide, and get the Zealandia. Owing to new machinery, we have been able to reduce the price of our high-pressure, open-fire range. Buy one, and you'll get the best range you ever had, and save your purse too. Write for Catalogue No. 26. BARNINGHAM & CO., LTD., George St., Dunedin (opp. Knox Church). NIXON & NIXON, Agents. — [946, 134, 1110, 262]
your-future-headline: Your Future. — [818, 1074, 930, 1094]
best-quality-heading: BEST QUALITY — [1010, 270, 1084, 281]
schedule-cell: *Orsova — [7, 1027, 40, 1037]
divider — [200, 1907, 328, 1908]
riverboat-icon — [70, 1186, 130, 1206]
schedule-cell: April 10 — [94, 748, 127, 758]
union-heading: UNION STEAM COMPANY, of N.Z., LTD — [16, 74, 184, 95]
column-shipping-ads — [6, 42, 194, 1802]
page-number: 2 — [8, 10, 22, 34]
moon-column-header: D. — [267, 131, 277, 142]
moreys-headline: Morey's — [638, 260, 788, 300]
divider — [6, 938, 194, 939]
eclipse-text: Sydney, March 30. The remainder of the Australian solar eclipse party has sailed for Vavau. — [334, 1296, 514, 1328]
navy-heading: THE GERMAN NAVY. — [373, 544, 475, 555]
divider — [334, 1158, 514, 1159]
schedule-cell: July 12 — [164, 1084, 193, 1094]
column-general-cables — [334, 42, 514, 1802]
schedule-cell: *Marama — [7, 786, 45, 796]
